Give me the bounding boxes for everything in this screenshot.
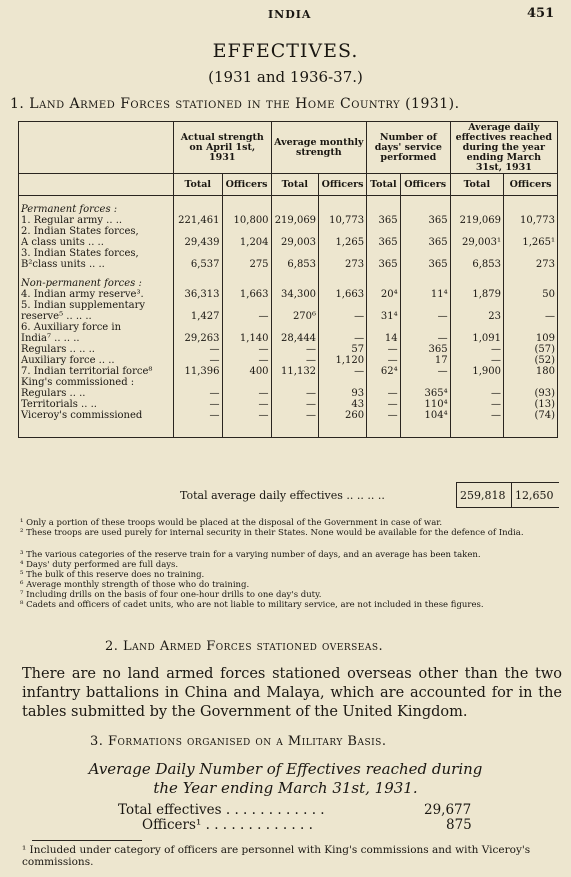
table-cell: (52) (534, 355, 555, 366)
table-cell: 180 (535, 366, 555, 377)
table-cell: — (367, 344, 401, 355)
total-label: Total average daily effectives .. .. .. .. (180, 489, 385, 502)
table-cell: 1,879 (450, 289, 503, 300)
table-cell (222, 377, 271, 388)
row-label: Non-permanent forces : (19, 270, 174, 289)
table-cell (367, 196, 401, 216)
table-cell: — (450, 344, 503, 355)
table-cell (222, 226, 271, 237)
table-cell: — (174, 355, 223, 366)
table-cell (271, 300, 319, 311)
row-label: Regulars .. .. .. (19, 344, 174, 355)
table-cell (450, 322, 503, 333)
officers-value: 875 (446, 817, 472, 833)
table-cell: 1,140 (222, 333, 271, 344)
sub-header: Officers (509, 178, 552, 190)
table-cell (504, 226, 558, 237)
table-row (19, 311, 558, 322)
table-cell (271, 322, 319, 333)
table-cell: 104⁴ (400, 410, 450, 421)
table-cell: 219,069 (271, 215, 319, 226)
row-label: 1. Regular army .. .. (19, 215, 174, 226)
table-cell: (74) (534, 410, 555, 421)
table-cell: 29,263 (174, 333, 223, 344)
table-cell (367, 322, 401, 333)
table-cell: 365 (367, 237, 401, 248)
table-cell (319, 377, 367, 388)
footnote-7: ⁷ Including drills on the basis of four one-hour drills to one day's duty. (20, 590, 322, 600)
table-row (19, 355, 558, 366)
table-cell: — (271, 355, 319, 366)
table-cell (504, 248, 558, 259)
table-cell: — (545, 311, 555, 322)
table-cell: 50 (542, 289, 555, 300)
row-label: Permanent forces : (19, 196, 174, 216)
total-values-box (456, 482, 559, 508)
sub-header: Total (271, 174, 319, 196)
row-label: Auxiliary force .. .. (19, 355, 174, 366)
section-1-heading: 1. Land Armed Forces stationed in the Home Country (1931). (10, 96, 460, 112)
total-value-total: 259,818 (460, 489, 506, 502)
table-cell: — (222, 355, 271, 366)
table-cell: 260 (319, 410, 367, 421)
table-cell: 10,800 (222, 215, 271, 226)
table-cell (319, 270, 367, 289)
effectives-table (18, 121, 558, 438)
table-cell (271, 248, 319, 259)
table-cell: — (174, 388, 223, 399)
table-cell (400, 196, 450, 216)
table-cell: 62⁴ (367, 366, 401, 377)
table-cell: — (174, 410, 223, 421)
table-cell: — (222, 344, 271, 355)
table-cell: 365 (400, 237, 450, 248)
table-cell (450, 196, 503, 216)
section-3-footnote: ¹ Included under category of officers are personnel with King's commissions and with Viceroy's commissions. (22, 844, 531, 868)
table-cell: 6,537 (174, 259, 223, 270)
table-cell: — (222, 388, 271, 399)
table-cell: 1,204 (222, 237, 271, 248)
page-number: 451 (527, 6, 555, 21)
table-cell: 34,300 (271, 289, 319, 300)
table-cell: 10,773 (319, 215, 367, 226)
table-cell: 11,132 (271, 366, 319, 377)
table-cell: 365 (400, 215, 450, 226)
table-cell (504, 270, 558, 289)
table-cell: 29,003¹ (450, 237, 503, 248)
sub-header: Officers (222, 174, 271, 196)
table-cell (504, 377, 558, 388)
table-cell (450, 248, 503, 259)
table-row (19, 300, 558, 311)
table-cell: 29,003 (271, 237, 319, 248)
table-cell (222, 248, 271, 259)
table-cell (222, 196, 271, 216)
table-cell (450, 226, 503, 237)
table-row (19, 410, 558, 421)
table-cell (367, 300, 401, 311)
table-cell (174, 377, 223, 388)
table-cell: 1,265 (319, 237, 367, 248)
table-cell: 6,853 (450, 259, 503, 270)
table-cell: — (367, 355, 401, 366)
table-cell: — (174, 399, 223, 410)
section-2-text: There are no land armed forces stationed overseas other than the two infantry battalions in China and Malaya, which are accounted for in the tables submitted by the Government of the United Kingdom. (22, 666, 562, 720)
row-label: A class units .. .. (19, 237, 174, 248)
row-label: B²class units .. .. (19, 259, 174, 270)
table-cell: 29,439 (174, 237, 223, 248)
table-row (19, 333, 558, 344)
table-row (19, 399, 558, 410)
table-cell (400, 226, 450, 237)
table-cell: — (400, 333, 450, 344)
row-label: Viceroy's commissioned (19, 410, 174, 421)
table-cell: 1,265¹ (522, 237, 555, 248)
table-cell (174, 300, 223, 311)
table-cell: 57 (319, 344, 367, 355)
page-subtitle: (1931 and 1936-37.) (208, 68, 363, 86)
table-cell: 273 (535, 259, 555, 270)
table-cell: 221,461 (174, 215, 223, 226)
table-cell (400, 300, 450, 311)
table-row (19, 366, 558, 377)
table-cell: (93) (534, 388, 555, 399)
table-cell: — (319, 366, 367, 377)
table-row (19, 344, 558, 355)
table-row (19, 248, 558, 259)
footnote-1: ¹ Only a portion of these troops would be placed at the disposal of the Government in case of war. (20, 518, 443, 528)
footnote-6: ⁶ Average monthly strength of those who do training. (20, 580, 250, 590)
table-cell (400, 322, 450, 333)
table-cell: 1,091 (450, 333, 503, 344)
table-cell (222, 300, 271, 311)
table-cell: — (367, 410, 401, 421)
table-cell: 23 (450, 311, 503, 322)
table-row (19, 215, 558, 226)
section-3-heading: 3. Formations organised on a Military Basis. (90, 734, 387, 749)
table-cell (174, 226, 223, 237)
table-cell: — (271, 344, 319, 355)
section-3-subheading-2: the Year ending March 31st, 1931. (153, 779, 418, 797)
table-cell: 1,663 (319, 289, 367, 300)
table-cell (319, 226, 367, 237)
total-value-officers: 12,650 (515, 489, 554, 502)
row-label: King's commissioned : (19, 377, 174, 388)
total-effectives-value: 29,677 (424, 802, 472, 818)
table-cell: — (450, 355, 503, 366)
table-cell (367, 248, 401, 259)
total-effectives-label: Total effectives . . . . . . . . . . . . (118, 802, 325, 818)
footnote-3: ³ The various categories of the reserve train for a varying number of days, and an average has been taken. (20, 550, 481, 560)
table-cell: (13) (534, 399, 555, 410)
table-cell (450, 270, 503, 289)
table-row (19, 259, 558, 270)
table-cell: — (222, 311, 271, 322)
table-cell (271, 226, 319, 237)
table-cell (319, 322, 367, 333)
table-cell: 273 (319, 259, 367, 270)
table-cell: — (367, 388, 401, 399)
footnote-2: ² These troops are used purely for internal security in their States. None would be available for the defence of India. (20, 528, 524, 538)
table-cell: 270⁶ (271, 311, 319, 322)
table-cell (400, 270, 450, 289)
table-cell (271, 377, 319, 388)
row-label: 7. Indian territorial force⁸ (19, 366, 174, 377)
table-cell: 14 (367, 333, 401, 344)
row-label: 2. Indian States forces, (19, 226, 174, 237)
table-cell: — (319, 311, 367, 322)
table-cell (222, 270, 271, 289)
table-cell: 1,120 (319, 355, 367, 366)
page-title: EFFECTIVES. (212, 40, 359, 62)
col-group-days-service: Number of days' service performed (367, 122, 451, 174)
table-cell (504, 322, 558, 333)
table-cell: 1,663 (222, 289, 271, 300)
table-cell (504, 300, 558, 311)
table-row (19, 237, 558, 248)
table-cell: — (400, 366, 450, 377)
table-row (19, 196, 558, 216)
table-cell: 110⁴ (400, 399, 450, 410)
table-cell: 11,396 (174, 366, 223, 377)
table-cell: — (271, 399, 319, 410)
table-cell: 365 (367, 259, 401, 270)
table-cell: 400 (222, 366, 271, 377)
table-cell: — (319, 333, 367, 344)
row-label: Regulars .. .. (19, 388, 174, 399)
table-row (19, 388, 558, 399)
table-cell: 365 (367, 215, 401, 226)
table-cell (174, 270, 223, 289)
table-cell (367, 270, 401, 289)
table-cell: 17 (400, 355, 450, 366)
table-cell: — (450, 388, 503, 399)
table-cell: — (271, 388, 319, 399)
table-cell: 6,853 (271, 259, 319, 270)
sub-header: Officers (400, 174, 450, 196)
table-cell: 365 (400, 259, 450, 270)
table-cell: 36,313 (174, 289, 223, 300)
table-cell: — (450, 410, 503, 421)
table-cell: — (367, 399, 401, 410)
table-cell (400, 248, 450, 259)
table-cell: — (222, 410, 271, 421)
table-cell (367, 377, 401, 388)
table-cell: 1,427 (174, 311, 223, 322)
table-cell (450, 300, 503, 311)
table-cell: 10,773 (520, 215, 555, 226)
sub-header: Total (450, 174, 503, 196)
table-cell (319, 196, 367, 216)
table-cell: — (271, 410, 319, 421)
sub-header: Total (174, 174, 223, 196)
row-label: 3. Indian States forces, (19, 248, 174, 259)
section-3-subheading-1: Average Daily Number of Effectives reached during (88, 760, 483, 778)
footnote-4: ⁴ Days' duty performed are full days. (20, 560, 179, 570)
table-row (19, 289, 558, 300)
table-cell (504, 196, 558, 216)
officers-label: Officers¹ . . . . . . . . . . . . . (142, 817, 313, 833)
table-cell (174, 248, 223, 259)
table-row (19, 270, 558, 289)
row-label: 5. Indian supplementary (19, 300, 174, 311)
table-cell (367, 226, 401, 237)
table-cell: 275 (222, 259, 271, 270)
col-group-average-monthly: Average monthly strength (271, 122, 367, 174)
footnote-8: ⁸ Cadets and officers of cadet units, who are not liable to military service, are not included in these figures. (20, 600, 484, 610)
table-cell: — (174, 344, 223, 355)
table-cell: 28,444 (271, 333, 319, 344)
row-label: India⁷ .. .. .. (19, 333, 174, 344)
col-group-average-daily: Average daily effectives reached during the year ending March 31st, 1931 (455, 121, 553, 173)
running-title: INDIA (268, 8, 312, 21)
table-cell (271, 196, 319, 216)
table-cell: 11⁴ (400, 289, 450, 300)
row-label: 4. Indian army reserve³. (19, 289, 174, 300)
table-cell: 1,900 (450, 366, 503, 377)
table-cell: (57) (534, 344, 555, 355)
table-cell: 219,069 (450, 215, 503, 226)
sub-header: Total (367, 174, 401, 196)
table-row (19, 377, 558, 388)
table-cell: — (450, 399, 503, 410)
footnote-rule (32, 840, 142, 841)
table-cell (174, 322, 223, 333)
footnote-5: ⁵ The bulk of this reserve does no training. (20, 570, 205, 580)
sub-header: Officers (319, 174, 367, 196)
table-cell: 109 (535, 333, 555, 344)
row-label: reserve⁵ .. .. .. (19, 311, 174, 322)
table-cell (174, 196, 223, 216)
table-cell (319, 248, 367, 259)
table-row (19, 322, 558, 333)
table-cell: 20⁴ (367, 289, 401, 300)
table-cell: 31⁴ (367, 311, 401, 322)
table-cell (271, 270, 319, 289)
table-cell: 365⁴ (400, 388, 450, 399)
table-cell: — (222, 399, 271, 410)
table-cell: 365 (400, 344, 450, 355)
table-cell: 93 (319, 388, 367, 399)
row-label: 6. Auxiliary force in (19, 322, 174, 333)
table-cell (319, 300, 367, 311)
row-label-header (19, 122, 174, 174)
table-row (19, 226, 558, 237)
table-cell (222, 322, 271, 333)
col-group-actual-strength: Actual strength on April 1st, 1931 (174, 122, 272, 174)
table-cell: — (400, 311, 450, 322)
section-2-heading: 2. Land Armed Forces stationed overseas. (105, 639, 384, 654)
table-cell (450, 377, 503, 388)
row-label: Territorials .. .. (19, 399, 174, 410)
table-cell (400, 377, 450, 388)
table-cell: 43 (319, 399, 367, 410)
